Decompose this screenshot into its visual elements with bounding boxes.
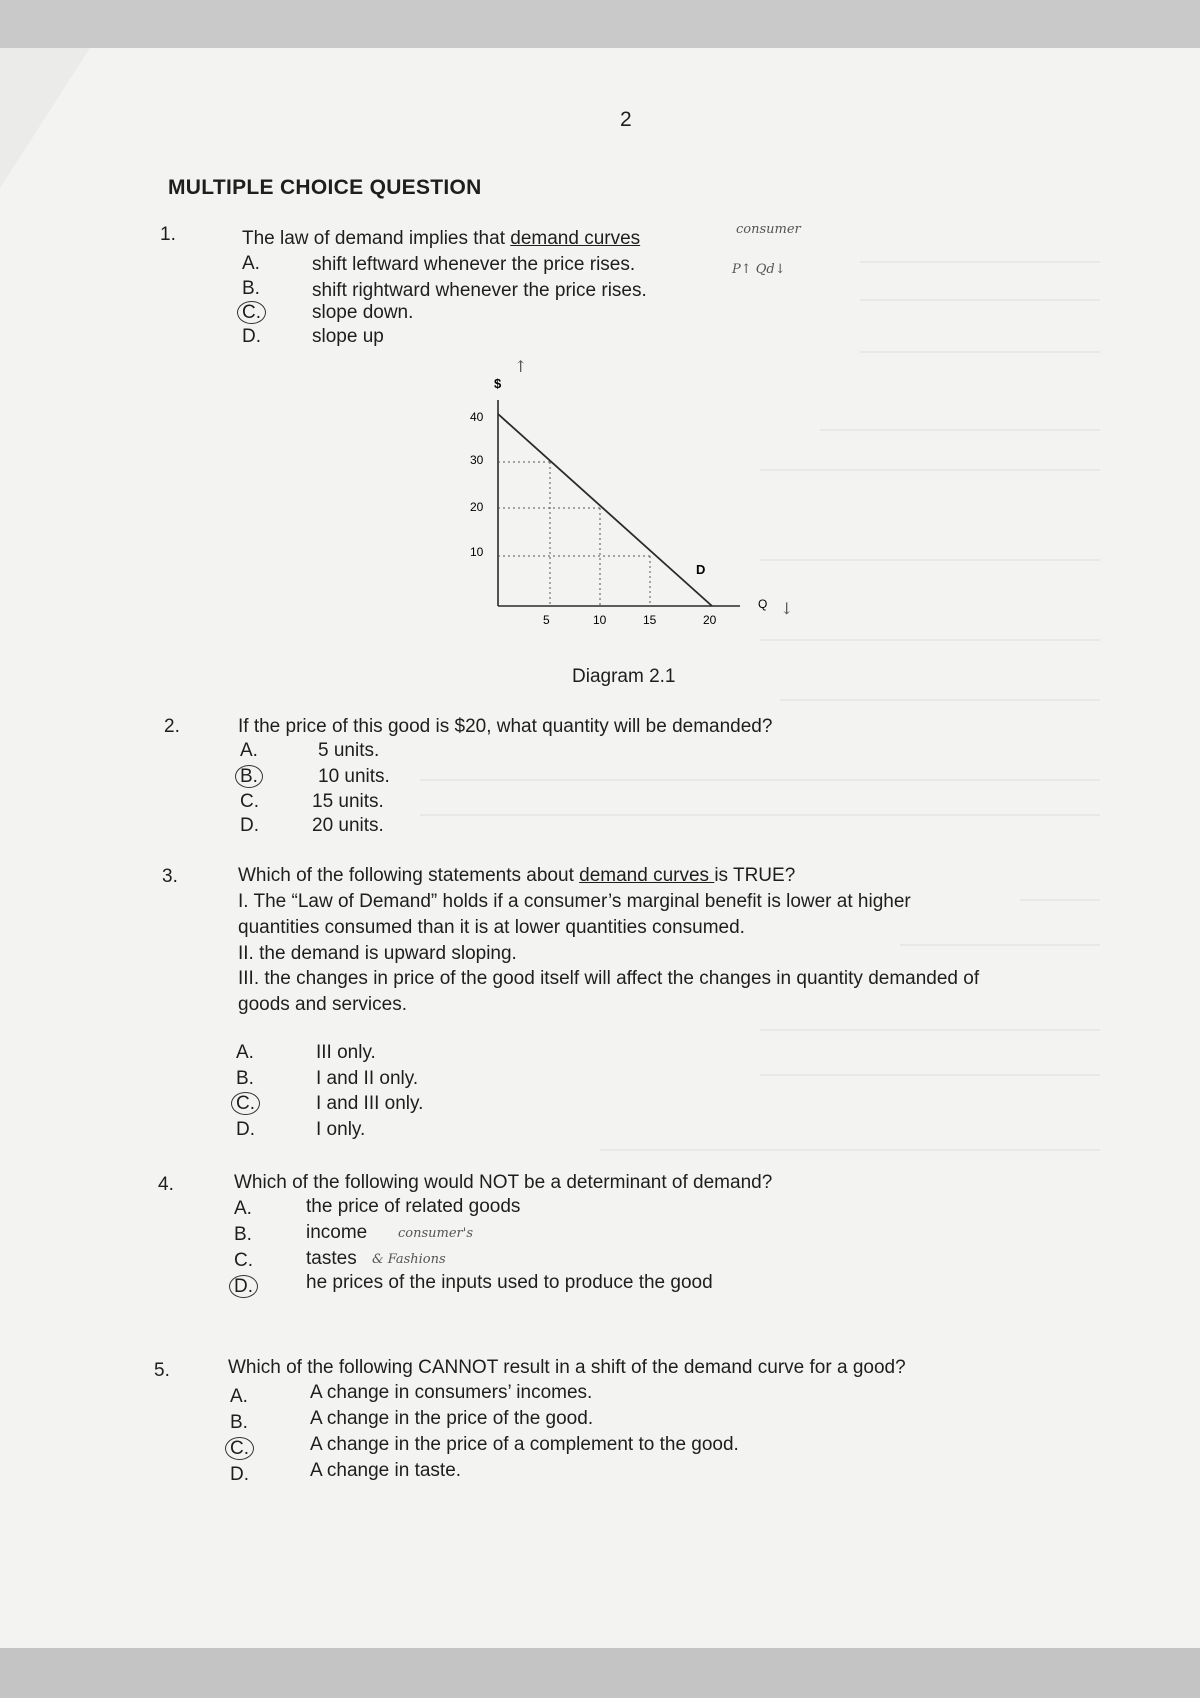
question-3-stem-underlined: demand curves [579,865,715,886]
demand-curve-label: D [696,562,706,577]
q2-option-b-text[interactable]: 10 units. [318,766,390,787]
q1-option-b-letter: B. [242,278,260,299]
diagram-note-x: ↓ [780,599,794,618]
q5-option-a-letter: A. [230,1386,248,1407]
diagram-y-tick-20: 20 [470,500,484,514]
q1-option-a-text[interactable]: shift leftward whenever the price rises. [312,254,636,275]
answer-circle: C. [225,1437,254,1460]
q5-option-d-text[interactable]: A change in taste. [310,1460,462,1481]
question-1-stem-text: The law of demand implies that [242,228,511,249]
question-5-stem: Which of the following CANNOT result in a shift of the demand curve for a good? [228,1357,906,1378]
q4-option-a-text[interactable]: the price of related goods [306,1196,521,1217]
q3-option-d-text[interactable]: I only. [316,1119,366,1140]
q4-option-c-text[interactable]: tastes [306,1248,357,1269]
answer-circle: C. [231,1092,260,1115]
diagram-y-tick-10: 10 [470,545,484,559]
demand-diagram [440,350,800,635]
q1-option-d-text[interactable]: slope up [312,326,384,347]
demand-diagram-svg [440,350,800,630]
q3-option-a-letter: A. [236,1042,254,1063]
question-5-number: 5. [154,1360,170,1381]
page-number: 2 [620,108,632,131]
question-1-stem [242,226,640,252]
q5-option-d-letter: D. [230,1464,249,1485]
answer-circle: B. [235,765,263,788]
q5-option-b-letter: B. [230,1412,248,1433]
demand-curve [498,414,712,606]
q2-option-c-text[interactable]: 15 units. [312,791,384,812]
q3-option-d-letter: D. [236,1119,255,1140]
diagram-x-tick-5: 5 [543,613,550,627]
q4-option-b-text[interactable]: income [306,1222,368,1243]
q2-option-b-letter [240,766,263,788]
diagram-note-y: ↑ [514,357,528,376]
q5-option-c-letter [230,1438,254,1460]
q1-option-d-letter: D. [242,326,261,347]
q1-option-c-text[interactable]: slope down. [312,302,414,323]
q5-option-c-text[interactable]: A change in the price of a complement to the good. [310,1434,739,1455]
diagram-caption: Diagram 2.1 [572,666,676,687]
q5-option-a-text[interactable]: A change in consumers’ incomes. [310,1382,593,1403]
q3-option-c-letter [236,1093,260,1115]
q3-option-b-letter: B. [236,1068,254,1089]
diagram-y-tick-40: 40 [470,410,484,424]
question-3-stem-end: is TRUE? [714,865,796,886]
question-3-statement-1-cont: quantities consumed than it is at lower quantities consumed. [238,917,745,938]
diagram-x-tick-20: 20 [703,613,717,627]
handwritten-note-consumers: consumer's [398,1226,474,1241]
question-3-statement-2: II. the demand is upward sloping. [238,943,517,964]
q2-option-c-letter: C. [240,791,259,812]
question-4-number: 4. [158,1174,174,1195]
diagram-guide-lines [498,462,650,606]
q1-option-c-letter [242,302,266,324]
q4-option-d-letter [234,1276,258,1298]
diagram-x-axis-label: Q [758,597,768,611]
q2-option-d-letter: D. [240,815,259,836]
handwritten-note-price-qty: P↑ Qd↓ [732,262,786,277]
q3-option-c-text[interactable]: I and III only. [316,1093,424,1114]
q4-option-a-letter: A. [234,1198,252,1219]
question-2-stem: If the price of this good is $20, what quantity will be demanded? [238,716,773,737]
question-3-number: 3. [162,866,178,887]
question-3-stem-text: Which of the following statements about [238,865,580,886]
answer-circle: C. [237,301,266,324]
answer-circle: D. [229,1275,258,1298]
q2-option-a-letter: A. [240,740,258,761]
question-1-number: 1. [160,224,176,245]
question-1-stem-underlined: demand curves [510,228,641,249]
question-3-stem [238,863,795,889]
diagram-x-tick-15: 15 [643,613,657,627]
q2-option-d-text[interactable]: 20 units. [312,815,384,836]
question-2-number: 2. [164,716,180,737]
question-3-statement-3: III. the changes in price of the good itself will affect the changes in quantity demanded of [238,968,980,989]
q3-option-b-text[interactable]: I and II only. [316,1068,419,1089]
question-3-statement-1: I. The “Law of Demand” holds if a consumer’s marginal benefit is lower at higher [238,891,911,912]
diagram-x-tick-10: 10 [593,613,607,627]
section-title: MULTIPLE CHOICE QUESTION [168,176,482,199]
q5-option-b-text[interactable]: A change in the price of the good. [310,1408,594,1429]
handwritten-note-fashions: & Fashions [372,1252,446,1267]
q4-option-c-letter: C. [234,1250,253,1271]
handwritten-note-consumer: consumer [736,222,801,237]
diagram-y-axis-label: $ [494,376,502,391]
question-4-stem: Which of the following would NOT be a determinant of demand? [234,1172,773,1193]
q4-option-d-text[interactable]: he prices of the inputs used to produce the good [306,1272,713,1293]
question-3-statement-3-cont: goods and services. [238,994,407,1015]
q1-option-a-letter: A. [242,253,260,274]
q1-option-b-text[interactable]: shift rightward whenever the price rises. [312,280,647,301]
q4-option-b-letter: B. [234,1224,252,1245]
diagram-y-tick-30: 30 [470,453,484,467]
q2-option-a-text[interactable]: 5 units. [318,740,380,761]
q3-option-a-text[interactable]: III only. [316,1042,376,1063]
